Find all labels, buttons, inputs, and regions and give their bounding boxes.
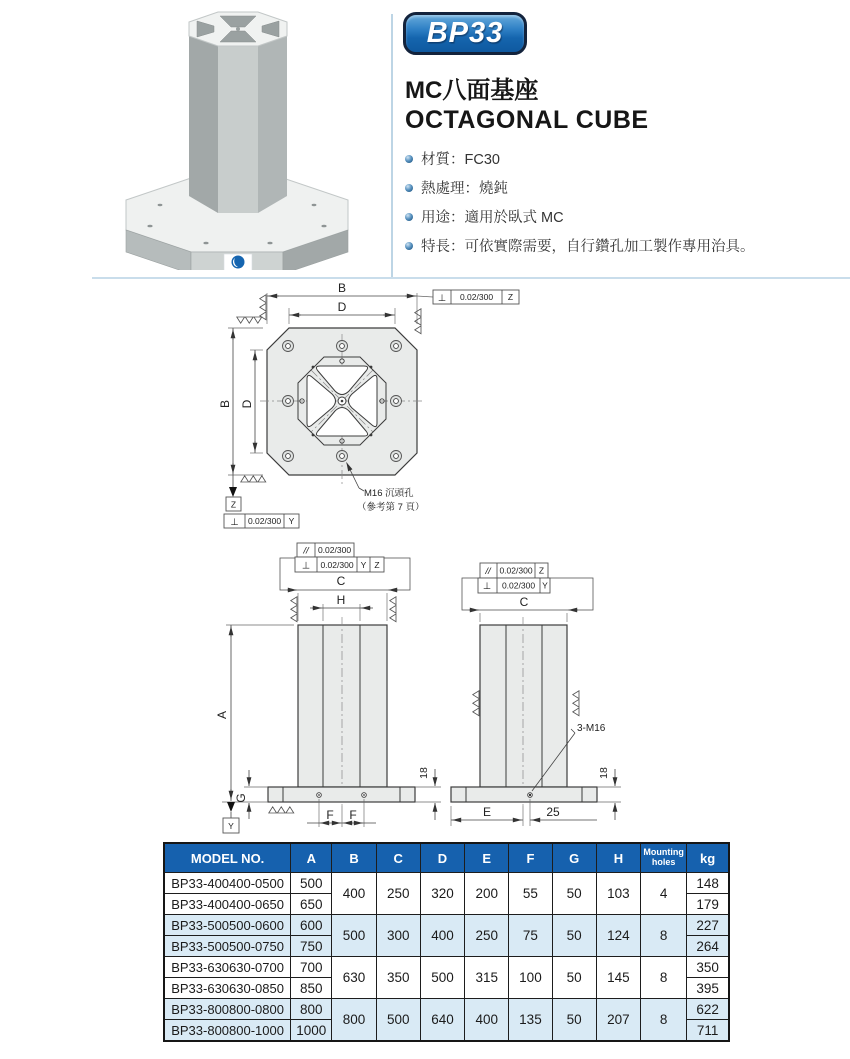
cell-d: 400 [420,915,464,957]
datum-y-label: Y [228,821,234,831]
cell-g: 50 [552,999,596,1042]
cell-b: 400 [332,873,376,915]
cell-h: 145 [596,957,640,999]
cell-h: 124 [596,915,640,957]
dim-label-h: H [336,593,346,607]
bullet-icon [405,184,413,192]
cell-a: 700 [291,957,332,978]
tol-symbol: ⊥ [482,581,492,592]
dim-label-b-left: B [218,399,232,409]
spec-item [405,206,843,227]
product-column [189,12,287,213]
cell-kg: 148 [687,873,729,894]
tol-symbol: ⊥ [437,293,447,304]
callout-text: 3-M16 [577,723,606,734]
col-header-kg: kg [687,843,729,873]
spec-text: 用途：適用於臥式 MC [421,210,564,226]
cell-d: 640 [420,999,464,1042]
spec-text: 熱處理：燒鈍 [421,181,508,197]
cell-kg: 622 [687,999,729,1020]
cell-b: 500 [332,915,376,957]
tol-symbol: ⊥ [301,560,311,572]
cell-kg: 227 [687,915,729,936]
cell-holes: 8 [641,957,687,999]
cell-model: BP33-630630-0700 [164,957,291,978]
cell-e: 400 [465,999,509,1042]
cell-holes: 8 [641,999,687,1042]
front-view-right [451,563,621,826]
table-row [164,873,729,894]
vertical-divider [391,14,393,278]
cell-e: 315 [465,957,509,999]
cell-a: 600 [291,915,332,936]
product-photo [100,2,370,270]
cell-kg: 264 [687,936,729,957]
cell-d: 500 [420,957,464,999]
page-title-en: OCTAGONAL CUBE [405,106,649,134]
col-header-a: A [291,843,332,873]
cell-model: BP33-400400-0500 [164,873,291,894]
cell-a: 800 [291,999,332,1020]
brand-logo [224,254,252,270]
model-badge-label: BP33 [426,17,504,49]
header-info [403,12,843,264]
cell-f: 55 [509,873,552,915]
tol-datum-ref: Y [542,580,548,591]
tolerance-frame-1 [480,563,548,578]
datum-z [226,475,241,511]
bullet-icon [405,155,413,163]
cell-model: BP33-500500-0600 [164,915,291,936]
cell-model: BP33-400400-0650 [164,894,291,915]
tol-value: 0.02/300 [247,516,282,526]
horizontal-divider [92,277,850,279]
cell-f: 135 [509,999,552,1042]
finish-mark-icon [269,807,294,813]
table-header-row [164,843,729,873]
cell-a: 750 [291,936,332,957]
cell-a: 1000 [291,1020,332,1042]
col-header-b: B [332,843,376,873]
finish-mark-icon [291,597,297,622]
dim-label-c: C [336,574,346,588]
col-header-e: E [465,843,509,873]
front-view-left [215,543,441,833]
tol-value: 0.02/300 [459,292,494,302]
cell-a: 850 [291,978,332,999]
model-badge [403,12,527,55]
tol-datum-ref: Z [507,292,514,302]
col-header-mounting-holes: Mounting holes [641,843,687,873]
dim-label-c: C [519,595,529,609]
dim-label-e: E [482,805,492,819]
tol-datum-ref: Z [538,565,545,576]
cell-g: 50 [552,957,596,999]
technical-drawing [150,280,750,840]
dim-label-25: 25 [546,805,560,819]
cell-holes: 8 [641,915,687,957]
top-view [218,281,519,528]
spec-item [405,148,843,169]
tol-datum-ref: Z [374,560,380,570]
tolerance-frame-2 [478,578,550,593]
dim-label-d-top: D [337,300,347,314]
callout-text: （參考第 7 頁） [357,502,425,513]
finish-mark-icon [473,691,479,716]
cell-kg: 395 [687,978,729,999]
spec-table [163,842,730,1042]
tol-value: 0.02/300 [501,580,536,591]
cell-c: 500 [376,999,420,1042]
datum-z-label: Z [230,499,237,510]
cell-c: 350 [376,957,420,999]
callout-text: M16 沉頭孔 [364,488,414,499]
tol-symbol: // [485,566,491,577]
dim-label-a: A [215,710,229,720]
cell-holes: 4 [641,873,687,915]
col-header-d: D [420,843,464,873]
bullet-icon [405,242,413,250]
spec-item [405,177,843,198]
col-header-h: H [596,843,640,873]
tol-symbol: // [303,545,309,557]
dim-label-18: 18 [598,767,610,779]
tolerance-frame-1 [297,543,354,557]
dim-label-d-left: D [240,399,254,409]
finish-mark-icon [573,691,579,716]
finish-mark-icon [390,597,396,622]
tol-datum-ref: Y [288,516,295,526]
cell-kg: 179 [687,894,729,915]
col-header-g: G [552,843,596,873]
cell-model: BP33-500500-0750 [164,936,291,957]
cell-g: 50 [552,873,596,915]
table-row [164,957,729,978]
finish-mark-icon [237,317,262,323]
cell-model: BP33-800800-1000 [164,1020,291,1042]
dim-label-g: G [234,793,248,803]
spec-text: 材質：FC30 [421,152,500,168]
cell-e: 200 [465,873,509,915]
spec-item [405,235,843,256]
tolerance-frame-top [433,290,519,304]
finish-mark-icon [415,309,421,334]
tolerance-frame-bottom [224,514,299,528]
bullet-icon [405,213,413,221]
cell-model: BP33-630630-0850 [164,978,291,999]
tolerance-frame-2 [295,557,384,572]
tol-value: 0.02/300 [499,565,533,576]
spec-list [403,148,843,256]
table-row [164,915,729,936]
cell-h: 207 [596,999,640,1042]
tol-value: 0.02/300 [320,560,354,570]
tol-symbol: ⊥ [230,517,239,528]
cell-c: 250 [376,873,420,915]
finish-mark-icon [260,295,266,320]
cell-b: 630 [332,957,376,999]
cell-a: 500 [291,873,332,894]
cell-a: 650 [291,894,332,915]
dim-label-b-top: B [337,281,347,295]
page-title-zh: MC八面基座 [405,77,539,104]
cell-kg: 711 [687,1020,729,1042]
table-row [164,999,729,1020]
datum-y [223,802,239,833]
spec-text: 特長：可依實際需要，自行鑽孔加工製作專用治具。 [421,239,755,255]
col-header-model: MODEL NO. [164,843,291,873]
cell-kg: 350 [687,957,729,978]
finish-mark-icon [241,476,266,482]
cell-c: 300 [376,915,420,957]
cell-f: 100 [509,957,552,999]
dim-label-f1: F [326,808,334,822]
dim-label-18: 18 [418,767,430,779]
dim-label-f2: F [349,808,357,822]
cell-h: 103 [596,873,640,915]
cell-model: BP33-800800-0800 [164,999,291,1020]
cell-g: 50 [552,915,596,957]
cell-b: 800 [332,999,376,1042]
cell-e: 250 [465,915,509,957]
col-header-f: F [509,843,552,873]
cell-f: 75 [509,915,552,957]
cell-d: 320 [420,873,464,915]
tol-value: 0.02/300 [317,545,352,555]
tol-datum-ref: Y [360,560,367,570]
col-header-c: C [376,843,420,873]
